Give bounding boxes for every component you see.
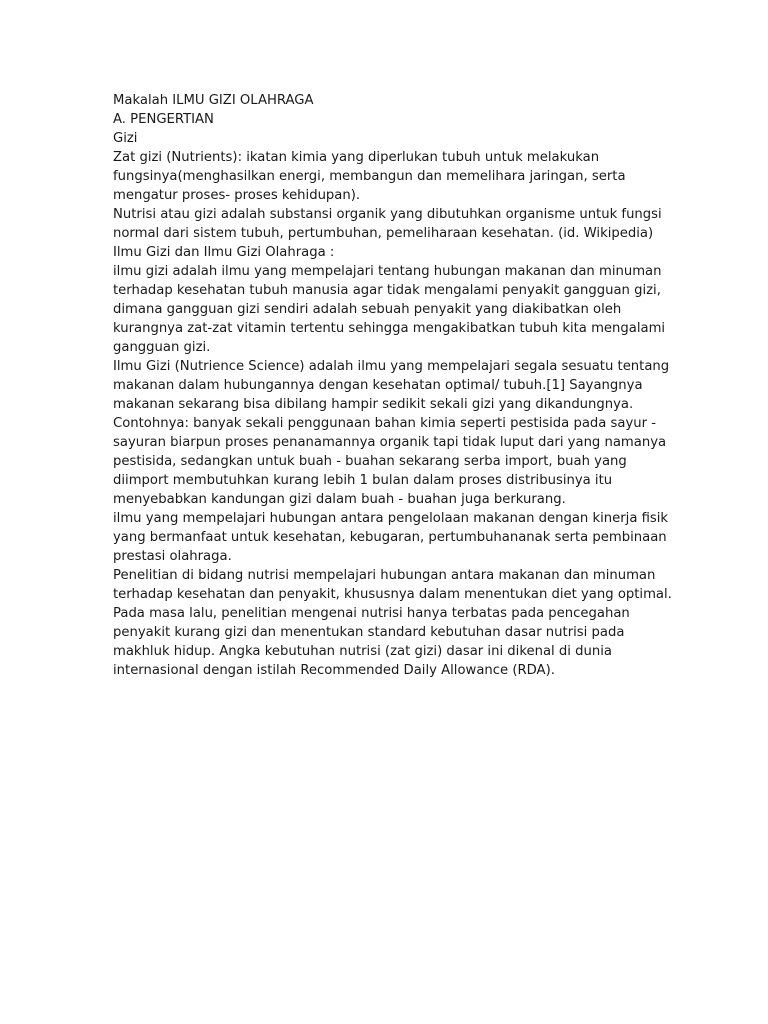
subheading-gizi: Gizi: [113, 131, 138, 146]
document-page: [113, 91, 673, 680]
paragraph-penelitian-nutrisi: Penelitian di bidang nutrisi mempelajari hubungan antara makanan dan minuman terhadap kesehatan dan penyakit, khususnya dalam menentukan diet yang optimal. Pada masa lalu, penelitian mengenai nutrisi hanya terbatas pada pencegahan penyakit kurang gizi dan menentukan standard kebutuhan dasar nutrisi pada makhluk hidup. Angka kebutuhan nutrisi (zat gizi) dasar ini dikenal di dunia internasional dengan istilah Recommended Daily Allowance (RDA).: [113, 568, 672, 678]
paragraph-ilmu-gizi-heading: Ilmu Gizi dan Ilmu Gizi Olahraga :: [113, 245, 335, 260]
paragraph-gizi-olahraga: ilmu yang mempelajari hubungan antara pengelolaan makanan dengan kinerja fisik yang bermanfaat untuk kesehatan, kebugaran, pertumbuhananak serta pembinaan prestasi olahraga.: [113, 511, 669, 564]
section-heading: A. PENGERTIAN: [113, 112, 214, 127]
paragraph-ilmu-gizi-definition: ilmu gizi adalah ilmu yang mempelajari tentang hubungan makanan dan minuman terhadap kesehatan tubuh manusia agar tidak mengalami penyakit gangguan gizi, dimana gangguan gizi sendiri adalah sebuah penyakit yang diakibatkan oleh kurangnya zat-zat vitamin tertentu sehingga mengakibatkan tubuh kita mengalami gangguan gizi.: [113, 264, 666, 355]
document-title: Makalah ILMU GIZI OLAHRAGA: [113, 93, 314, 108]
paragraph-nutrience-science: Ilmu Gizi (Nutrience Science) adalah ilmu yang mempelajari segala sesuatu tentang makanan dalam hubungannya dengan kesehatan optimal/ tubuh.[1] Sayangnya makanan sekarang bisa dibilang hampir sedikit sekali gizi yang dikandungnya. Contohnya: banyak sekali penggunaan bahan kimia seperti pestisida pada sayur - sayuran biarpun proses penanamannya organik tapi tidak luput dari yang namanya pestisida, sedangkan untuk buah - buahan sekarang serba import, buah yang diimport membutuhkan kurang lebih 1 bulan dalam proses distribusinya itu menyebabkan kandungan gizi dalam buah - buahan juga berkurang.: [113, 359, 670, 507]
paragraph-nutrisi: Nutrisi atau gizi adalah substansi organik yang dibutuhkan organisme untuk fungsi normal dari sistem tubuh, pertumbuhan, pemeliharaan kesehatan. (id. Wikipedia): [113, 207, 662, 241]
paragraph-zat-gizi: Zat gizi (Nutrients): ikatan kimia yang diperlukan tubuh untuk melakukan fungsinya(menghasilkan energi, membangun dan memelihara jaringan, serta mengatur proses- proses kehidupan).: [113, 150, 626, 203]
